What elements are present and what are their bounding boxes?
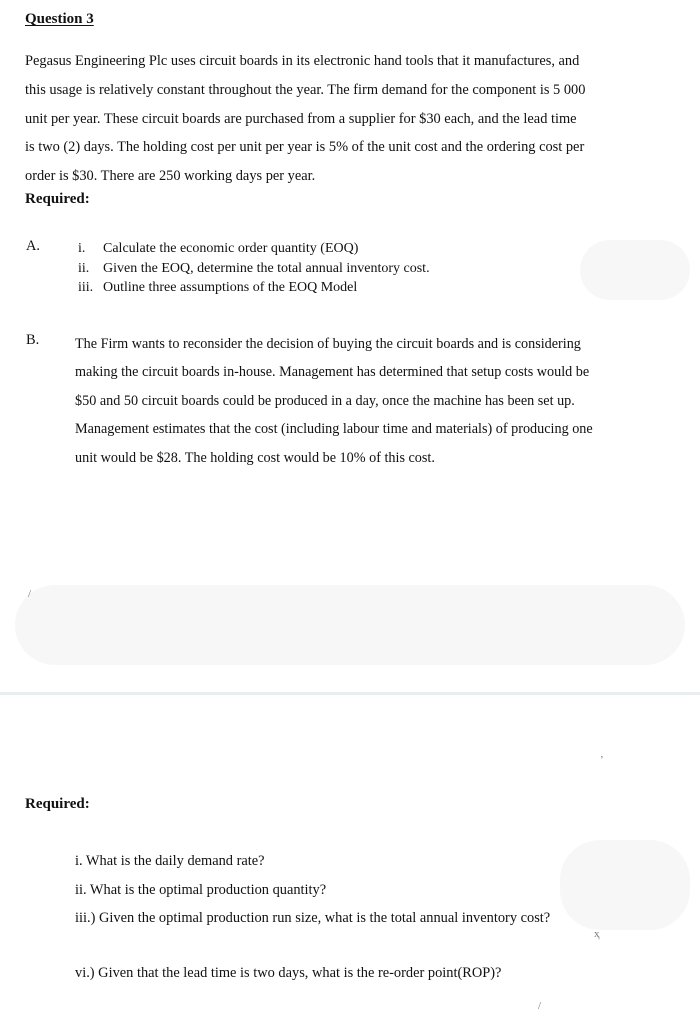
scan-mark: /: [538, 1000, 542, 1012]
scan-smudge: [560, 840, 690, 930]
scan-mark: ‚: [600, 748, 604, 760]
part-b-label: B.: [26, 332, 40, 348]
list-item: ii. What is the optimal production quantity?: [75, 882, 327, 898]
list-item: vi.) Given that the lead time is two days, what is the re-order point(ROP)?: [75, 965, 502, 981]
required-heading: Required:: [25, 191, 90, 207]
scan-divider: [0, 692, 700, 695]
paragraph-line: unit would be $28. The holding cost would be 10% of this cost.: [75, 449, 435, 466]
paragraph-line: The Firm wants to reconsider the decision of buying the circuit boards and is considering: [75, 336, 581, 352]
intro-line: order is $30. There are 250 working days per year.: [25, 168, 316, 185]
item-text: Outline three assumptions of the EOQ Model: [103, 280, 358, 295]
part-a-label: A.: [26, 238, 40, 254]
paragraph-line: making the circuit boards in-house. Management has determined that setup costs would be: [75, 364, 590, 381]
item-number: i.: [78, 241, 86, 256]
item-text: Given the EOQ, determine the total annual inventory cost.: [103, 260, 430, 276]
list-item: iii.) Given the optimal production run size, what is the total annual inventory cost?: [75, 910, 551, 926]
question-intro: [25, 47, 665, 191]
intro-line: Pegasus Engineering Plc uses circuit boards in its electronic hand tools that it manufactures, and: [25, 53, 580, 69]
list-item: [78, 259, 430, 279]
part-b-paragraph: [75, 330, 665, 472]
required-heading-2: Required:: [25, 796, 90, 812]
intro-line: is two (2) days. The holding cost per unit per year is 5% of the unit cost and the ordering cost per: [25, 139, 585, 156]
intro-line: this usage is relatively constant throughout the year. The firm demand for the component is 5 000: [25, 81, 586, 98]
list-item: [78, 278, 430, 298]
scan-smudge: [580, 240, 690, 300]
paragraph-line: Management estimates that the cost (including labour time and materials) of producing one: [75, 421, 593, 438]
part-a-list: [78, 239, 430, 298]
list-item: i. What is the daily demand rate?: [75, 853, 265, 869]
scan-mark: /: [28, 588, 32, 600]
scan-smudge: [15, 585, 685, 665]
item-text: Calculate the economic order quantity (EOQ): [103, 241, 359, 256]
intro-line: unit per year. These circuit boards are purchased from a supplier for $30 each, and the lead time: [25, 110, 577, 127]
scan-mark: ҳ: [594, 928, 600, 940]
paragraph-line: $50 and 50 circuit boards could be produced in a day, once the machine has been set up.: [75, 392, 575, 409]
item-number: ii.: [78, 260, 90, 276]
list-item: [78, 239, 430, 259]
item-number: iii.: [78, 280, 94, 295]
question-title: Question 3: [25, 11, 94, 27]
